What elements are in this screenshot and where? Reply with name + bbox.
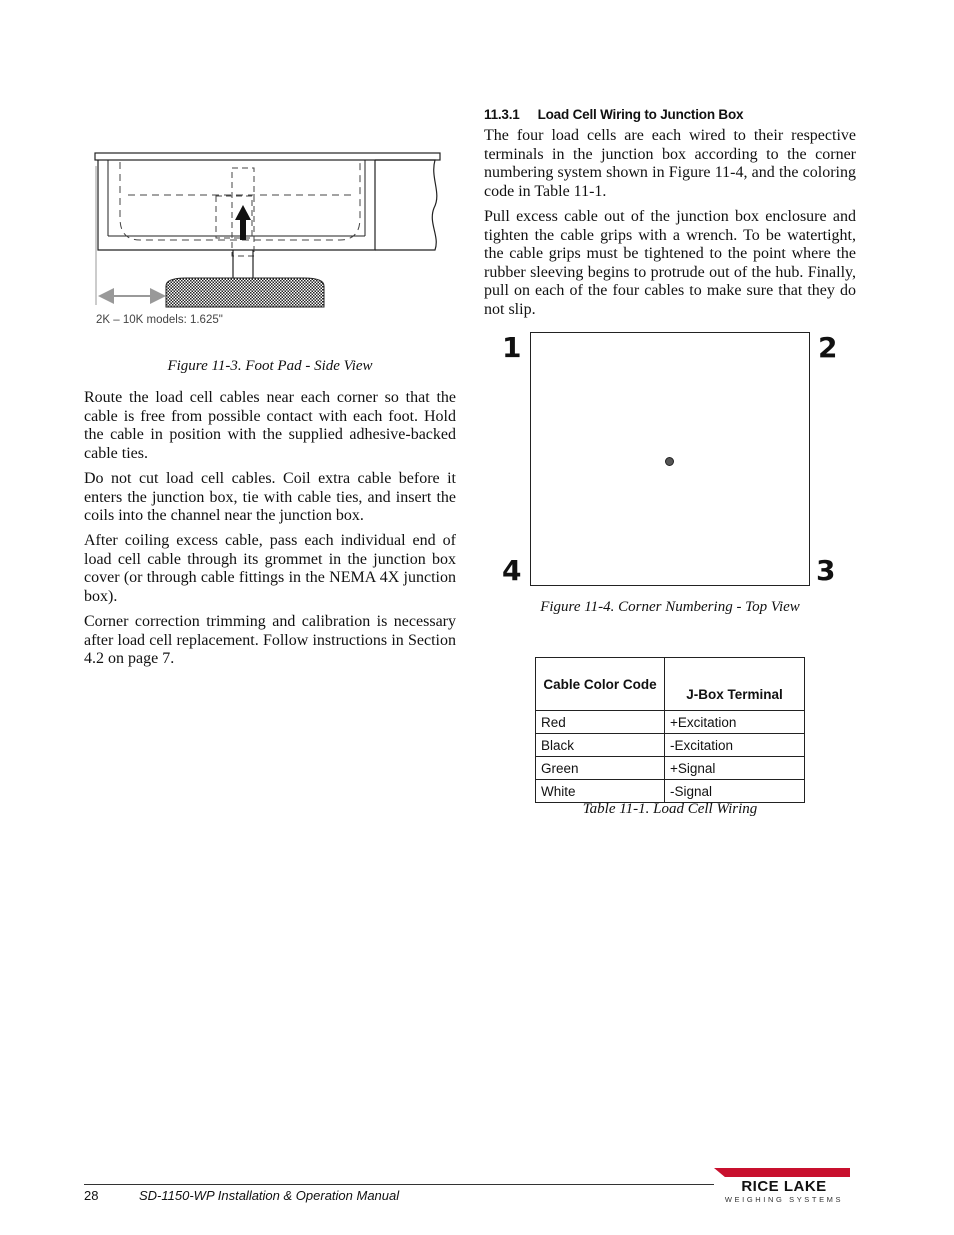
logo-red-bar: [714, 1168, 850, 1177]
corner-number-3: 3: [816, 554, 836, 587]
logo-subtext: WEIGHING SYSTEMS: [724, 1195, 844, 1204]
table-header-row: [536, 658, 805, 711]
corner-number-4: 4: [502, 554, 522, 587]
table-cell-terminal: +Excitation: [665, 711, 805, 734]
page-number: 28: [84, 1188, 99, 1203]
table-header-cable-color: Cable Color Code: [536, 658, 665, 711]
table-cell-terminal: -Excitation: [665, 734, 805, 757]
table-11-1-caption: Table 11-1. Load Cell Wiring: [582, 801, 758, 817]
table-cell-terminal: -Signal: [665, 780, 805, 803]
junction-box-marker: [665, 457, 674, 466]
section-heading: [484, 107, 743, 122]
paragraph-four-load-cells: The four load cells are each wired to their respective terminals in the junction box according to the corner numbering system shown in Figure 11-4, and the coloring code in Table 11-1.: [484, 127, 856, 200]
paragraph-do-not-cut: Do not cut load cell cables. Coil extra cable before it enters the junction box, tie with cable ties, and insert the coils into the channel near the junction box.: [84, 470, 456, 525]
load-cell-wiring-table: [535, 657, 805, 803]
table-row: [536, 780, 805, 803]
paragraph-corner-correction: Corner correction trimming and calibration is necessary after load cell replacement. Follow instructions in Section 4.2 on page 7.: [84, 613, 456, 668]
logo-text: RICE LAKE: [741, 1178, 827, 1195]
table-cell-terminal: +Signal: [665, 757, 805, 780]
foot-pad-diagram: [88, 148, 448, 313]
paragraph-pull-excess-cable: Pull excess cable out of the junction box enclosure and tighten the cable grips with a wrench. To be watertight, the cable grips must be tightened to the point where the rubber sleeving begins to protrude out of the hub. Finally, pull on each of the four cables to make sure that they do not slip.: [484, 208, 856, 318]
dimension-label: 2K – 10K models: 1.625": [96, 314, 223, 326]
table-header-jbox-terminal: J-Box Terminal: [665, 658, 805, 711]
figure-11-4-caption: Figure 11-4. Corner Numbering - Top View: [540, 599, 800, 615]
paragraph-coiling: After coiling excess cable, pass each individual end of load cell cable through its grommet in the junction box cover (or through cable fittings in the NEMA 4X junction box).: [84, 532, 456, 605]
table-cell-color: White: [536, 780, 665, 803]
table-cell-color: Black: [536, 734, 665, 757]
manual-title: SD-1150-WP Installation & Operation Manual: [139, 1188, 400, 1203]
figure-11-3-caption: Figure 11-3. Foot Pad - Side View: [167, 358, 373, 374]
scale-top-view-box: [530, 332, 810, 586]
section-number: 11.3.1: [484, 107, 520, 122]
corner-number-2: 2: [818, 331, 838, 364]
paragraph-route-cables: Route the load cell cables near each corner so that the cable is free from possible contact with each foot. Hold the cable in position with the supplied adhesive-backed cable ties.: [84, 389, 456, 462]
footer-rule: [84, 1184, 714, 1185]
table-cell-color: Green: [536, 757, 665, 780]
table-cell-color: Red: [536, 711, 665, 734]
section-title: Load Cell Wiring to Junction Box: [537, 107, 744, 122]
table-row: [536, 734, 805, 757]
corner-number-1: 1: [502, 331, 522, 364]
table-row: [536, 711, 805, 734]
rice-lake-logo: [714, 1168, 852, 1208]
table-row: [536, 757, 805, 780]
